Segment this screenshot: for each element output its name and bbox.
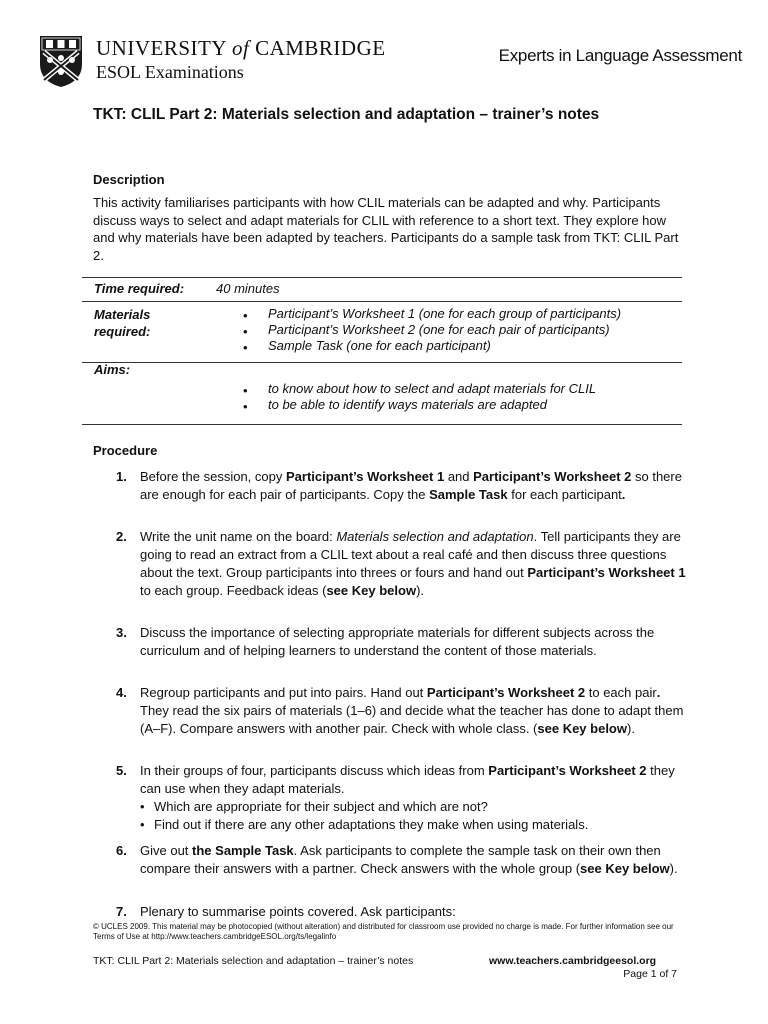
time-label: Time required: [94,281,185,296]
aims-item: to be able to identify ways materials are adapted [268,397,547,412]
document-title: TKT: CLIL Part 2: Materials selection and adaptation – trainer’s notes [93,106,600,123]
bullet: • [243,399,248,414]
table-rule [82,362,682,363]
procedure-step-1: 1. Before the session, copy Participant’s Worksheet 1 and Participant’s Worksheet 2 so there are enough for each pair of participants. Copy the Sample Task for each participant. [116,469,682,502]
description-text: This activity familiarises participants with how CLIL materials can be adapted and why. Participants discuss ways to select and adapt materials for CLIL with reference to a short text. They explore how and why materials have been adapted by teachers. Participants do a sample task from TKT: CLIL Part 2. [93,195,679,263]
esol-examinations: ESOL Examinations [96,62,244,82]
procedure-step-4: 4. Regroup participants and put into pairs. Hand out Participant’s Worksheet 2 to each pair. They read the six pairs of materials (1–6) and decide what the teacher has done to adapt them (A–F). Compare answers with another pair. Check with whole class. (see Key below). [116,685,684,736]
materials-item: Participant’s Worksheet 2 (one for each pair of participants) [268,322,610,337]
table-rule [82,301,682,302]
sub-list-item: • Which are appropriate for their subject and which are not? [140,799,488,814]
bullet: • [243,308,248,323]
table-rule-bottom [82,424,682,425]
procedure-step-5: 5. In their groups of four, participants discuss which ideas from Participant’s Worksheet 2 they can use when they adapt materials. • Which are appropriate for their subject and which are not? • Find out if there are any other adaptations they make when using materials. [116,762,686,834]
aims-label: Aims: [94,362,131,377]
procedure-heading: Procedure [93,443,158,458]
sub-list-item: • Find out if there are any other adaptations they make when using materials. [140,817,589,832]
materials-item: Sample Task (one for each participant) [268,338,491,353]
description-heading: Description [93,172,165,187]
aims-item: to know about how to select and adapt materials for CLIL [268,381,597,396]
bullet: • [243,340,248,355]
university-name: UNIVERSITY of CAMBRIDGE [96,36,386,60]
procedure-step-2: 2. Write the unit name on the board: Materials selection and adaptation. Tell participants they are going to read an extract from a CLIL text about a real café and then discuss three questions about the text. Group participants into threes or fours and hand out Participant’s Worksheet 1 to each group. Feedback ideas (see Key below). [116,529,686,598]
materials-item: Participant’s Worksheet 1 (one for each group of participants) [268,306,622,321]
bullet: • [243,383,248,398]
procedure-step-3: 3. Discuss the importance of selecting appropriate materials for different subjects across the curriculum and of helping learners to understand the content of those materials. [116,625,655,658]
page-number: Page 1 of 7 [623,968,677,980]
procedure-step-7: 7. Plenary to summarise points covered. Ask participants: [116,904,456,919]
cambridge-crest-logo [38,34,84,88]
footer-website-link[interactable]: www.teachers.cambridgeesol.org [489,955,657,967]
table-rule-top [82,277,682,278]
copyright-notice: © UCLES 2009. This material may be photocopied (without alteration) and distributed for classroom use provided no charge is made. For further information see our Terms of Use at http://www.teachers.cambridgeESOL.org/ts/legalinfo [93,922,674,941]
time-value: 40 minutes [216,281,280,296]
bullet: • [243,324,248,339]
materials-label: Materials required: [94,307,151,339]
procedure-step-6: 6. Give out the Sample Task. Ask participants to complete the sample task on their own then compare their answers with a partner. Check answers with the whole group (see Key below). [116,843,678,876]
tagline: Experts in Language Assessment [498,46,742,65]
footer-doc-title: TKT: CLIL Part 2: Materials selection and adaptation – trainer’s notes [93,955,414,967]
